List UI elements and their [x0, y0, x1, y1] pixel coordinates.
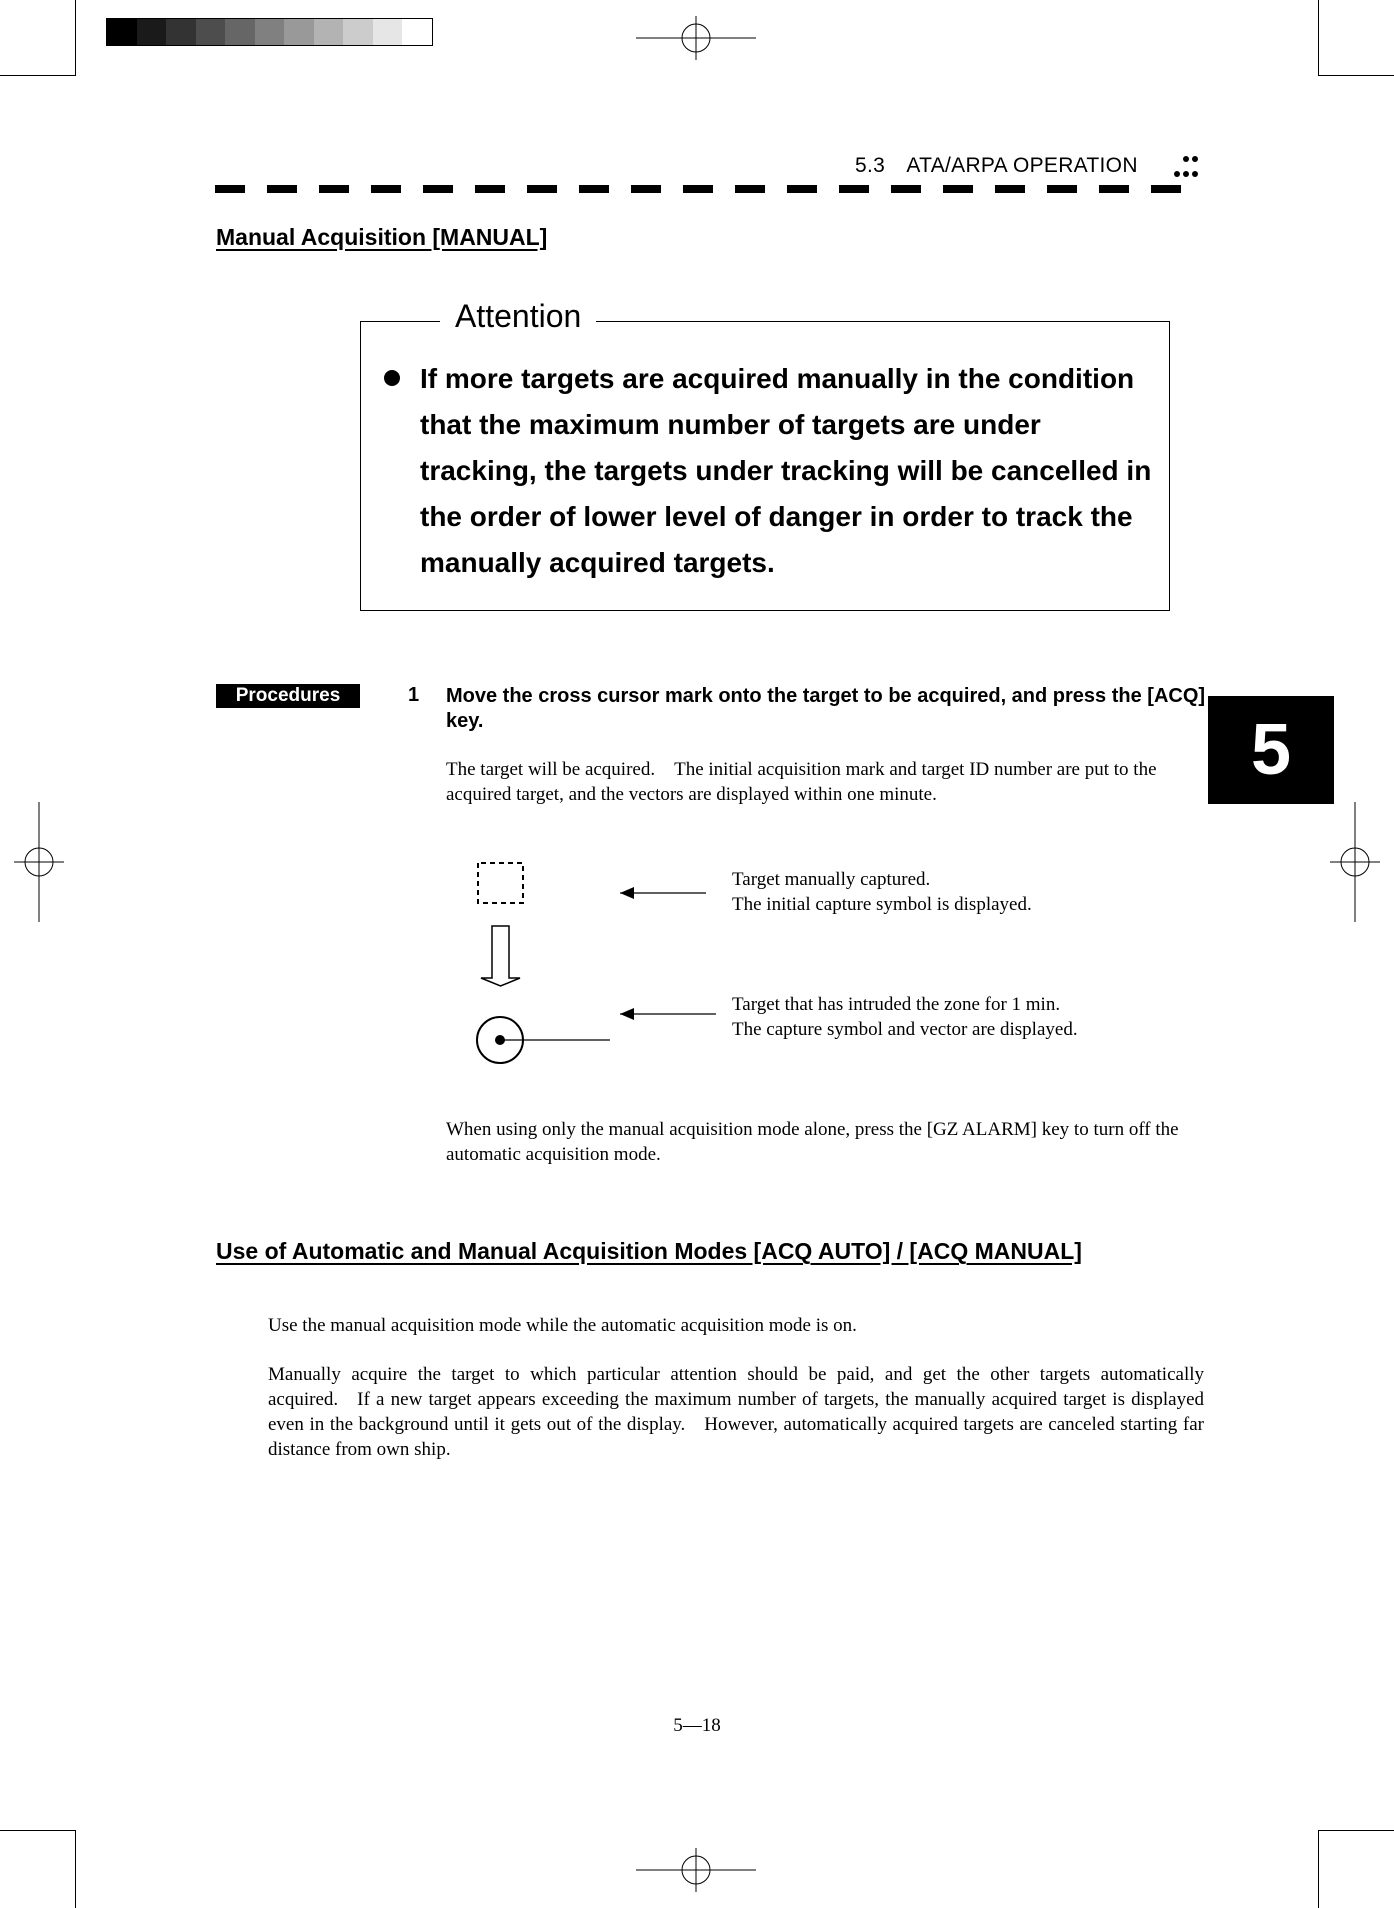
- step-number: 1: [408, 684, 420, 706]
- caption-initial-line2: The initial capture symbol is displayed.: [732, 894, 1032, 915]
- registration-target-icon: [636, 1848, 756, 1892]
- registration-target-icon: [636, 16, 756, 60]
- manual-only-note: When using only the manual acquisition mode alone, press the [GZ ALARM] key to turn off the automatic acquisition mode.: [446, 1119, 1179, 1165]
- gray-swatch: [314, 19, 344, 45]
- crop-mark: [75, 0, 76, 76]
- gray-swatch: [196, 19, 226, 45]
- down-arrow-icon: [481, 926, 520, 986]
- page-number: 5—18: [673, 1715, 721, 1736]
- crop-mark: [0, 1830, 76, 1831]
- crop-mark: [75, 1830, 76, 1908]
- gray-swatch: [402, 19, 432, 45]
- attention-title: Attention: [440, 296, 596, 336]
- acquisition-diagram: [460, 850, 740, 1070]
- header-divider: [215, 185, 1200, 193]
- step-description: The target will be acquired. The initial acquisition mark and target ID number are put to the acquired target, and the vectors are displayed within one minute.: [446, 759, 1157, 805]
- registration-target-icon: [14, 802, 64, 922]
- gray-swatch: [284, 19, 314, 45]
- section-heading-manual: Manual Acquisition [MANUAL]: [216, 224, 548, 250]
- gray-swatch: [107, 19, 137, 45]
- section-header: 5.3 ATA/ARPA OPERATION: [855, 154, 1138, 177]
- auto-manual-detail: Manually acquire the target to which particular attention should be paid, and get the other targets automatically acquired. If a new target appears exceeding the maximum number of targets, the manually acquired target is displayed even in the background until it gets out of the display. However, automatically acquired targets are canceled starting far distance from own ship.: [268, 1364, 1204, 1460]
- caption-capture-line1: Target that has intruded the zone for 1 min.: [732, 994, 1061, 1015]
- pointer-arrow-icon: [620, 887, 706, 899]
- initial-capture-symbol-icon: [478, 863, 523, 903]
- gray-swatch: [343, 19, 373, 45]
- crop-mark: [1318, 75, 1394, 76]
- caption-capture-line2: The capture symbol and vector are displayed.: [732, 1019, 1078, 1040]
- auto-manual-intro: Use the manual acquisition mode while the automatic acquisition mode is on.: [268, 1315, 857, 1336]
- gray-swatch: [137, 19, 167, 45]
- crop-mark: [1318, 1830, 1319, 1908]
- pointer-arrow-icon: [620, 1008, 716, 1020]
- attention-text: If more targets are acquired manually in the condition that the maximum number of targets are under tracking, the targets under tracking will be cancelled in the order of lower level of danger in order to track the manually acquired targets.: [420, 363, 1152, 578]
- grayscale-strip: [106, 18, 433, 46]
- section-heading-auto-manual: Use of Automatic and Manual Acquisition Modes [ACQ AUTO] / [ACQ MANUAL]: [216, 1238, 1082, 1264]
- header-dots-icon: [1170, 153, 1200, 181]
- gray-swatch: [225, 19, 255, 45]
- procedures-badge: Procedures: [216, 684, 360, 708]
- registration-target-icon: [1330, 802, 1380, 922]
- caption-initial-line1: Target manually captured.: [732, 869, 931, 890]
- crop-mark: [0, 75, 76, 76]
- gray-swatch: [255, 19, 285, 45]
- crop-mark: [1318, 1830, 1394, 1831]
- capture-symbol-icon: [477, 1017, 610, 1063]
- crop-mark: [1318, 0, 1319, 76]
- gray-swatch: [373, 19, 403, 45]
- chapter-tab: 5: [1208, 696, 1334, 804]
- bullet-icon: [384, 370, 400, 386]
- step-instruction: Move the cross cursor mark onto the target to be acquired, and press the [ACQ] key.: [446, 685, 1206, 732]
- gray-swatch: [166, 19, 196, 45]
